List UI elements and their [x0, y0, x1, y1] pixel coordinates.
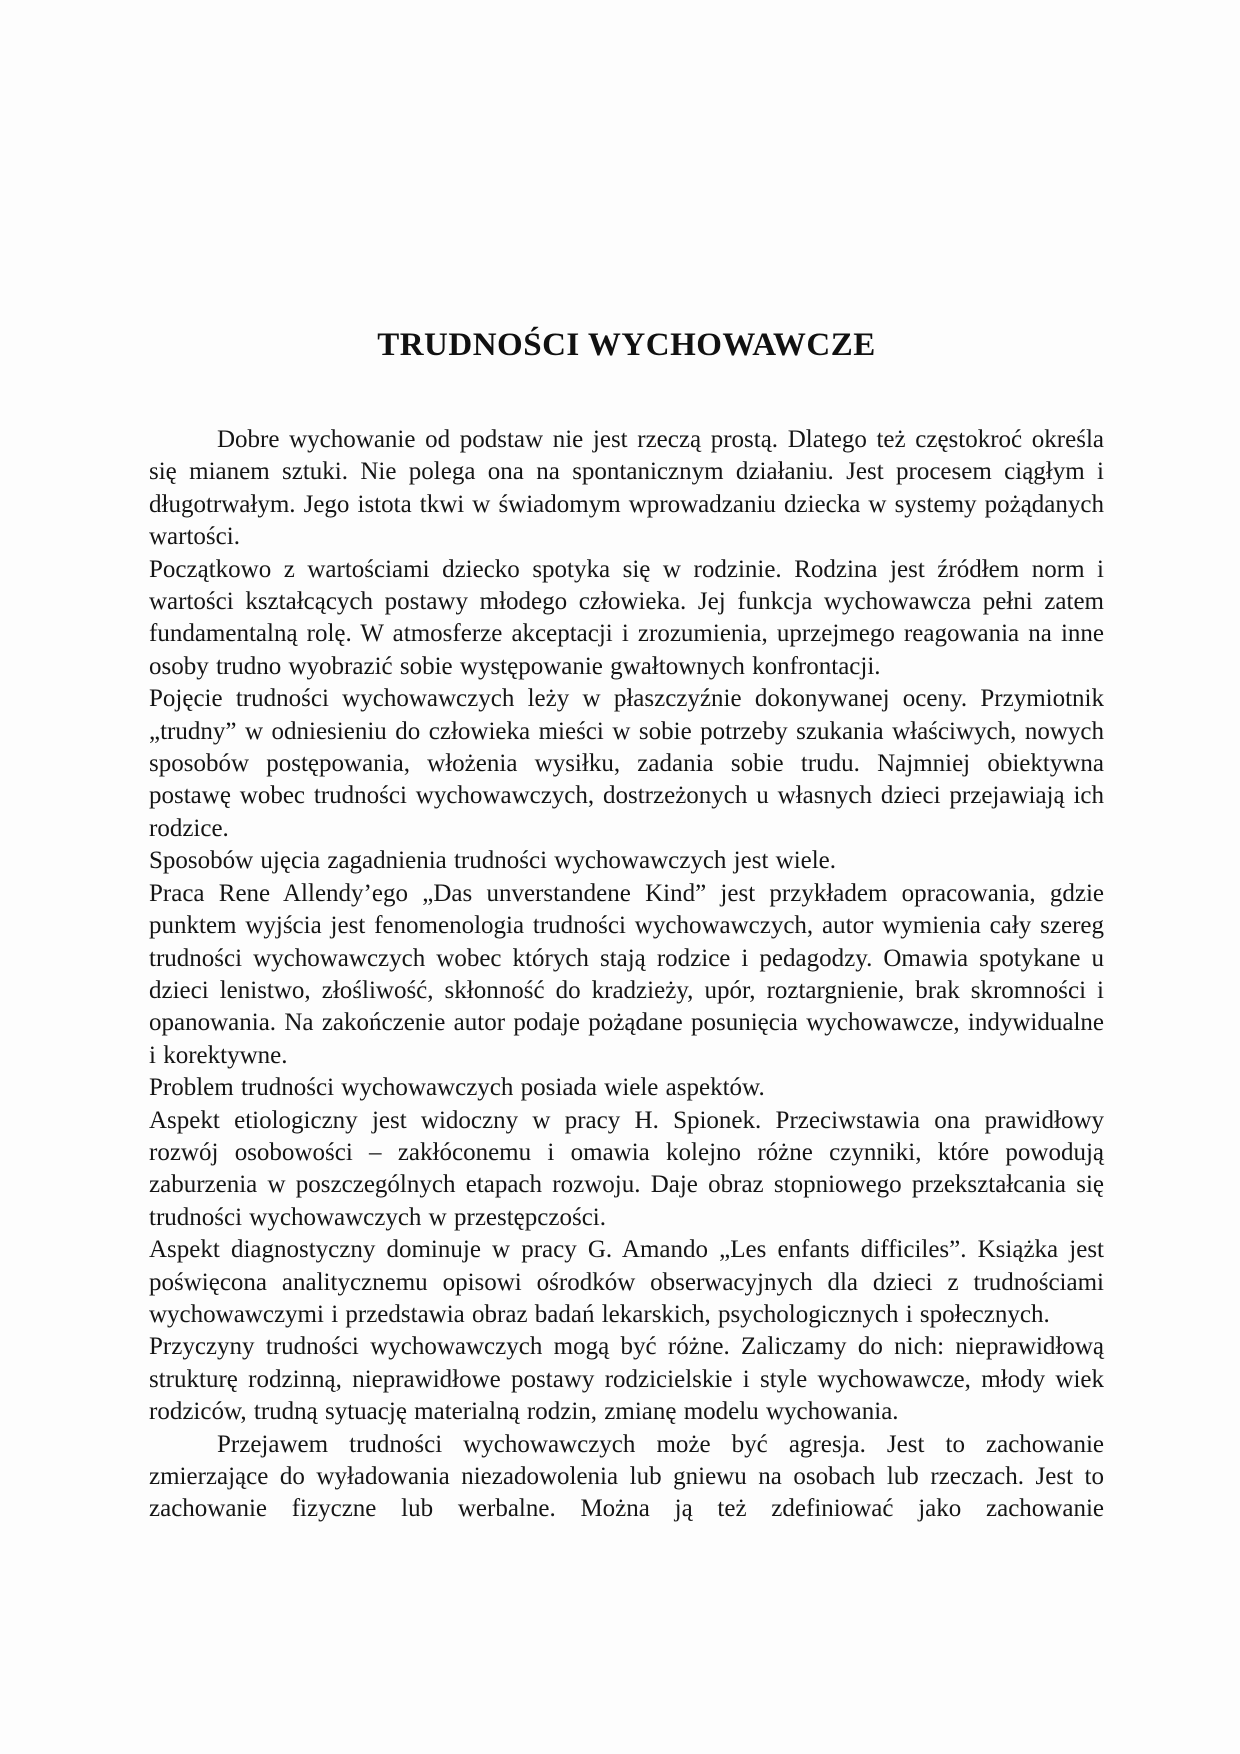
- paragraph: Przejawem trudności wychowawczych może być agresja. Jest to zachowanie zmierzające do wyładowania niezadowolenia lub gniewu na osobach lub rzeczach. Jest to zachowanie fizyczne lub werbalne. Można ją też zdefiniować jako zachowanie: [149, 1430, 1104, 1523]
- paragraph: Problem trudności wychowawczych posiada wiele aspektów.: [149, 1074, 765, 1102]
- paragraph: Pojęcie trudności wychowawczych leży w płaszczyźnie dokonywanej oceny. Przymiotnik „trudny” w odniesieniu do człowieka mieści w sobie potrzeby szukania właściwych, nowych sposobów postępowania, włożenia wysiłku, zadania sobie trudu. Najmniej obiektywna postawę wobec trudności wychowawczych, dostrzeżonych u własnych dzieci przejawiają ich rodzice.: [149, 685, 1104, 842]
- paragraph: Dobre wychowanie od podstaw nie jest rzeczą prostą. Dlatego też częstokroć określa się mianem sztuki. Nie polega ona na spontanicznym działaniu. Jest procesem ciągłym i długotrwałym. Jego istota tkwi w świadomym wprowadzaniu dziecka w systemy pożądanych wartości.: [149, 426, 1104, 551]
- document-body: [149, 424, 1104, 1526]
- paragraph: Początkowo z wartościami dziecko spotyka się w rodzinie. Rodzina jest źródłem norm i wartości kształcących postawy młodego człowieka. Jej funkcja wychowawcza pełni zatem fundamentalną rolę. W atmosferze akceptacji i zrozumienia, uprzejmego reagowania na inne osoby trudno wyobrazić sobie występowanie gwałtownych konfrontacji.: [149, 555, 1104, 680]
- paragraph: Sposobów ujęcia zagadnienia trudności wychowawczych jest wiele.: [149, 847, 837, 875]
- paragraph: Praca Rene Allendy’ego „Das unverstandene Kind” jest przykładem opracowania, gdzie punktem wyjścia jest fenomenologia trudności wychowawczych, autor wymienia cały szereg trudności wychowawczych wobec których stają rodzice i pedagodzy. Omawia spotykane u dzieci lenistwo, złośliwość, skłonność do kradzieży, upór, roztargnienie, brak skromności i opanowania. Na zakończenie autor podaje pożądane posunięcia wychowawcze, indywidualne i korektywne.: [149, 879, 1104, 1069]
- paragraph: Aspekt diagnostyczny dominuje w pracy G. Amando „Les enfants difficiles”. Książka jest poświęcona analitycznemu opisowi ośrodków obserwacyjnych dla dzieci z trudnościami wychowawczymi i przedstawia obraz badań lekarskich, psychologicznych i społecznych.: [149, 1236, 1104, 1328]
- paragraph: Aspekt etiologiczny jest widoczny w pracy H. Spionek. Przeciwstawia ona prawidłowy rozwój osobowości – zakłóconemu i omawia kolejno różne czynniki, które powodują zaburzenia w poszczególnych etapach rozwoju. Daje obraz stopniowego przekształcania się trudności wychowawczych w przestępczości.: [149, 1106, 1104, 1231]
- page-title: TRUDNOŚCI WYCHOWAWCZE: [377, 327, 876, 363]
- paragraph: Przyczyny trudności wychowawczych mogą być różne. Zaliczamy do nich: nieprawidłową strukturę rodzinną, nieprawidłowe postawy rodzicielskie i style wychowawcze, młody wiek rodziców, trudną sytuację materialną rodzin, zmianę modelu wychowania.: [149, 1333, 1104, 1426]
